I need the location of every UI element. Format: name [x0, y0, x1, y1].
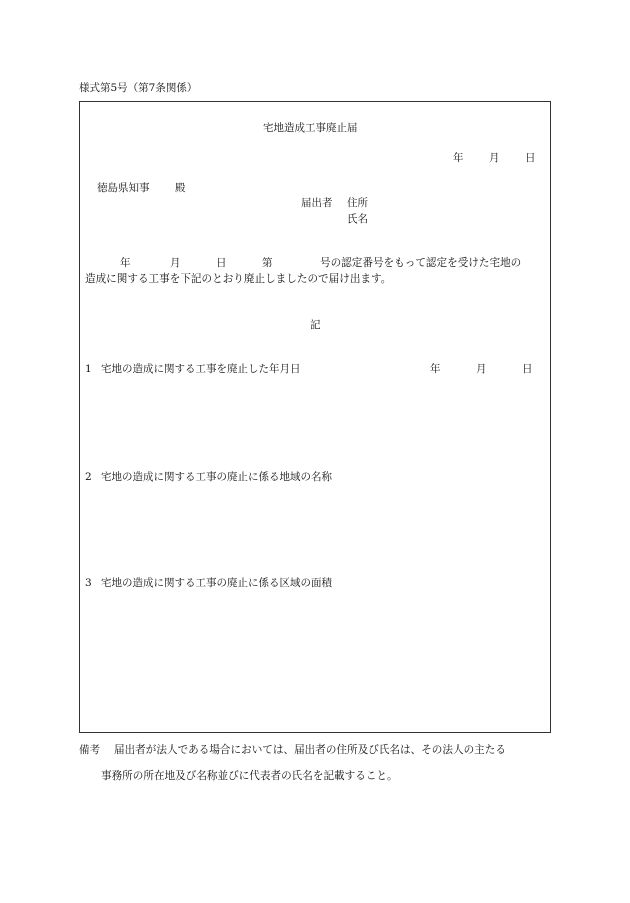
body-day: 日: [216, 257, 227, 269]
note-label: 備考: [79, 744, 100, 756]
item-1-month: 月: [476, 363, 487, 375]
item-2-number: 2: [85, 471, 92, 483]
date-year: 年: [453, 152, 464, 164]
body-month: 月: [170, 257, 181, 269]
note-line2: 事務所の所在地及び名称並びに代表者の氏名を記載すること。: [101, 770, 398, 782]
item-2-text: 宅地の造成に関する工事の廃止に係る地域の名称: [101, 471, 332, 483]
item-3-number: 3: [85, 577, 92, 589]
note-line1: 届出者が法人である場合においては、届出者の住所及び氏名は、その法人の主たる: [114, 744, 506, 756]
form-number-label: 様式第5号（第7条関係）: [79, 82, 198, 94]
notifier-name-label: 氏名: [347, 213, 368, 225]
body-line2: 造成に関する工事を下記のとおり廃止しましたので届け出ます。: [85, 273, 392, 285]
ki-heading: 記: [310, 319, 321, 331]
addressee-name: 徳島県知事: [97, 182, 150, 194]
addressee-honorific: 殿: [175, 182, 186, 194]
body-line1-rest: 号の認定番号をもって認定を受けた宅地の: [320, 257, 522, 269]
item-1-day: 日: [522, 363, 533, 375]
date-month: 月: [489, 152, 500, 164]
item-1-text: 宅地の造成に関する工事を廃止した年月日: [101, 363, 301, 375]
form-title: 宅地造成工事廃止届: [263, 122, 358, 134]
body-number-prefix: 第: [262, 257, 273, 269]
notifier-address-label: 住所: [347, 197, 368, 209]
body-year: 年: [120, 257, 131, 269]
item-1-year: 年: [430, 363, 441, 375]
item-1-number: 1: [85, 363, 92, 375]
date-day: 日: [525, 152, 536, 164]
item-3-text: 宅地の造成に関する工事の廃止に係る区域の面積: [101, 577, 332, 589]
notifier-label: 届出者: [301, 197, 333, 209]
